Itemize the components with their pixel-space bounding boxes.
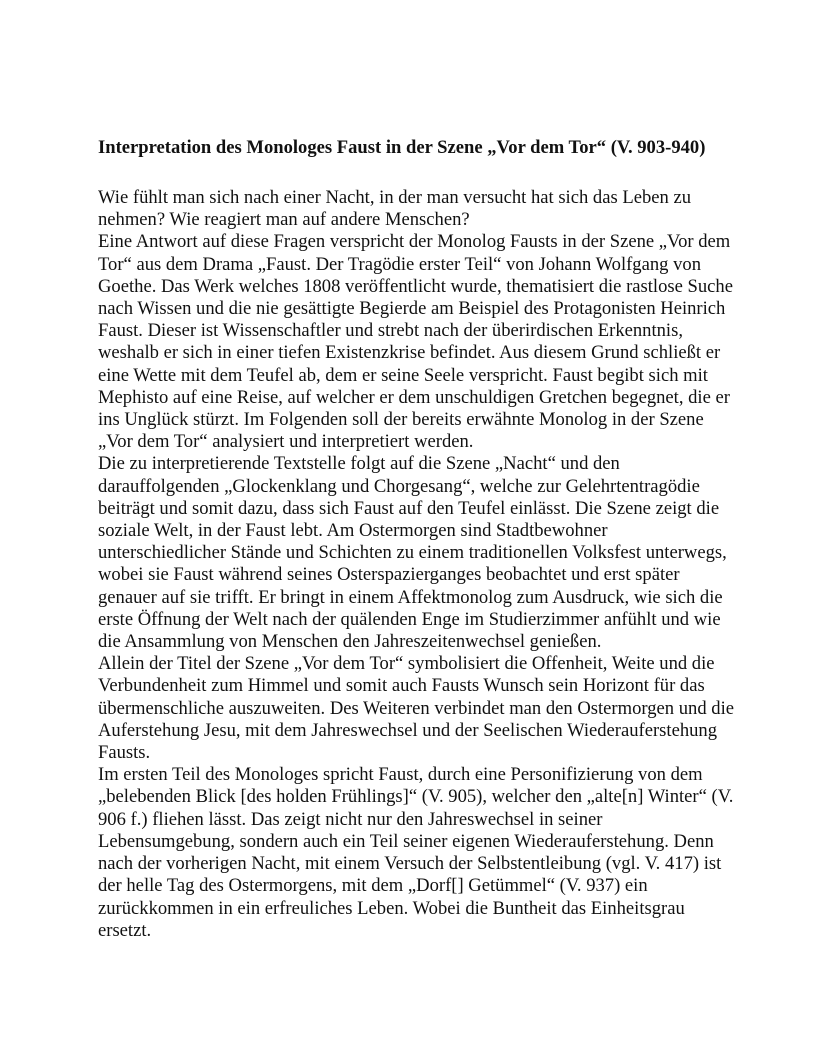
document-body xyxy=(98,187,734,942)
paragraph-context: Die zu interpretierende Textstelle folgt auf die Szene „Nacht“ und den darauffolgenden „Glockenklang und Chorgesang“, welche zur Gelehrtentragödie beiträgt und somit dazu, dass sich Faust auf den Teufel einlässt. Die Szene zeigt die soziale Welt, in der Faust lebt. Am Ostermorgen sind Stadtbewohner unterschiedlicher Stände und Schichten zu einem traditionellen Volksfest unterwegs, wobei sie Faust während seines Osterspazierganges beobachtet und erst später genauer auf sie trifft. Er bringt in einem Affektmonolog zum Ausdruck, wie sich die erste Öffnung der Welt nach der quälenden Enge im Studierzimmer anfühlt und wie die Ansammlung von Menschen den Jahreszeitenwechsel genießen. xyxy=(98,453,727,653)
document-title: Interpretation des Monologes Faust in der Szene „Vor dem Tor“ (V. 903-940) xyxy=(98,137,706,158)
paragraph-intro-questions: Wie fühlt man sich nach einer Nacht, in der man versucht hat sich das Leben zu nehmen? Wie reagiert man auf andere Menschen? xyxy=(98,187,692,231)
paragraph-title-symbolism: Allein der Titel der Szene „Vor dem Tor“ symbolisiert die Offenheit, Weite und die Verbundenheit zum Himmel und somit auch Fausts Wunsch sein Horizont für das übermenschliche auszuweiten. Des Weiteren verbindet man den Ostermorgen und die Auferstehung Jesu, mit dem Jahreswechsel und der Seelischen Wiederauferstehung Fausts. xyxy=(98,653,734,764)
paragraph-introduction: Eine Antwort auf diese Fragen verspricht der Monolog Fausts in der Szene „Vor dem Tor“ aus dem Drama „Faust. Der Tragödie erster Teil“ von Johann Wolfgang von Goethe. Das Werk welches 1808 veröffentlicht wurde, thematisiert die rastlose Suche nach Wissen und die nie gesättigte Begierde am Beispiel des Protagonisten Heinrich Faust. Dieser ist Wissenschaftler und strebt nach der überirdischen Erkenntnis, weshalb er sich in einer tiefen Existenzkrise befindet. Aus diesem Grund schließt er eine Wette mit dem Teufel ab, dem er seine Seele verspricht. Faust begibt sich mit Mephisto auf eine Reise, auf welcher er dem unschuldigen Gretchen begegnet, die er ins Unglück stürzt. Im Folgenden soll der bereits erwähnte Monolog in der Szene „Vor dem Tor“ analysiert und interpretiert werden. xyxy=(98,231,733,453)
paragraph-first-part-analysis: Im ersten Teil des Monologes spricht Faust, durch eine Personifizierung von dem „belebenden Blick [des holden Frühlings]“ (V. 905), welcher den „alte[n] Winter“ (V. 906 f.) fliehen lässt. Das zeigt nicht nur den Jahreswechsel in seiner Lebensumgebung, sondern auch ein Teil seiner eigenen Wiederauferstehung. Denn nach der vorherigen Nacht, mit einem Versuch der Selbstentleibung (vgl. V. 417) ist der helle Tag des Ostermorgens, mit dem „Dorf[] Getümmel“ (V. 937) ein zurückkommen in ein erfreuliches Leben. Wobei die Buntheit das Einheitsgrau ersetzt. xyxy=(98,764,734,941)
document-content xyxy=(98,136,734,942)
